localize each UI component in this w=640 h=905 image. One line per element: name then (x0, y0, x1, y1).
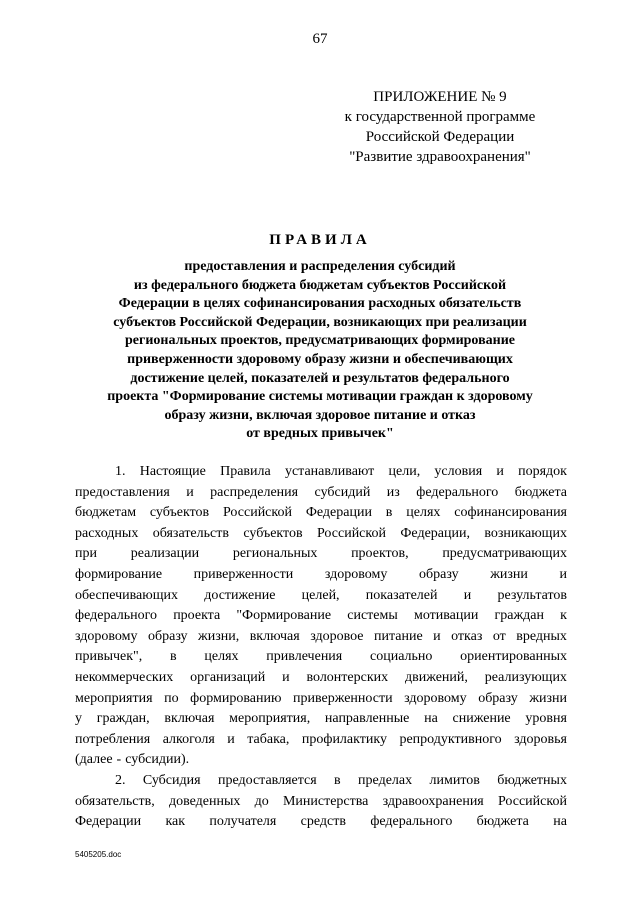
body-line: федерального проекта "Формирование системы мотивации граждан к (75, 608, 567, 624)
body-line: некоммерческих организаций и волонтерских движений, реализующих (75, 669, 567, 685)
body-line: расходных обязательств субъектов Российской Федерации, возникающих (75, 525, 567, 541)
subtitle-line: от вредных привычек" (246, 426, 394, 442)
document-title: ПРАВИЛА (269, 232, 371, 248)
subtitle-line: приверженности здоровому образу жизни и обеспечивающих (127, 351, 513, 367)
body-line: (далее - субсидии). (75, 752, 190, 768)
subtitle-line: образу жизни, включая здоровое питание и отказ (164, 407, 476, 423)
subtitle-line: из федерального бюджета бюджетам субъектов Российской (133, 277, 507, 293)
appendix-line: Российской Федерации (365, 129, 515, 145)
body-line: потребления алкоголя и табака, профилактику репродуктивного здоровья (75, 731, 567, 747)
subtitle-line: Федерации в целях софинансирования расходных обязательств (118, 296, 522, 312)
subtitle-line: региональных проектов, предусматривающих формирование (125, 333, 515, 349)
subtitle-line: предоставления и распределения субсидий (184, 259, 456, 274)
body-line: формирование приверженности здоровому образу жизни и (75, 566, 567, 582)
body-line: бюджетам субъектов Российской Федерации в целях софинансирования (75, 505, 567, 521)
document-body (75, 462, 567, 833)
subtitle-line: достижение целей, показателей и результатов федерального (130, 370, 510, 386)
document-subtitle (80, 258, 560, 444)
page-number: 67 (312, 31, 328, 47)
appendix-line: "Развитие здравоохранения" (349, 149, 531, 165)
body-line: 2. Субсидия предоставляется в пределах лимитов бюджетных (115, 772, 567, 788)
body-line: Федерации как получателя средств федерального бюджета на (75, 814, 567, 830)
body-line: обеспечивающих достижение целей, показателей и результатов (75, 587, 567, 603)
body-line: здоровому образу жизни, включая здоровое питание и отказ от вредных (75, 628, 567, 644)
appendix-line: ПРИЛОЖЕНИЕ № 9 (373, 89, 507, 105)
body-line: привычек", в целях привлечения социально ориентированных (75, 649, 567, 665)
subtitle-line: субъектов Российской Федерации, возникающих при реализации (113, 314, 527, 330)
subtitle-line: проекта "Формирование системы мотивации граждан к здоровому (107, 389, 533, 405)
appendix-header (300, 87, 580, 167)
body-line: при реализации региональных проектов, предусматривающих (75, 546, 567, 562)
body-line: мероприятия по формированию приверженности здоровому образу жизни (75, 690, 567, 706)
appendix-line: к государственной программе (344, 109, 536, 125)
body-line: 1. Настоящие Правила устанавливают цели, условия и порядок (115, 464, 567, 479)
file-name-footer: 5405205.doc (75, 850, 122, 859)
body-line: предоставления и распределения субсидий из федерального бюджета (75, 484, 567, 500)
body-line: обязательств, доведенных до Министерства здравоохранения Российской (75, 793, 567, 809)
body-line: у граждан, включая мероприятия, направленные на снижение уровня (75, 711, 567, 727)
